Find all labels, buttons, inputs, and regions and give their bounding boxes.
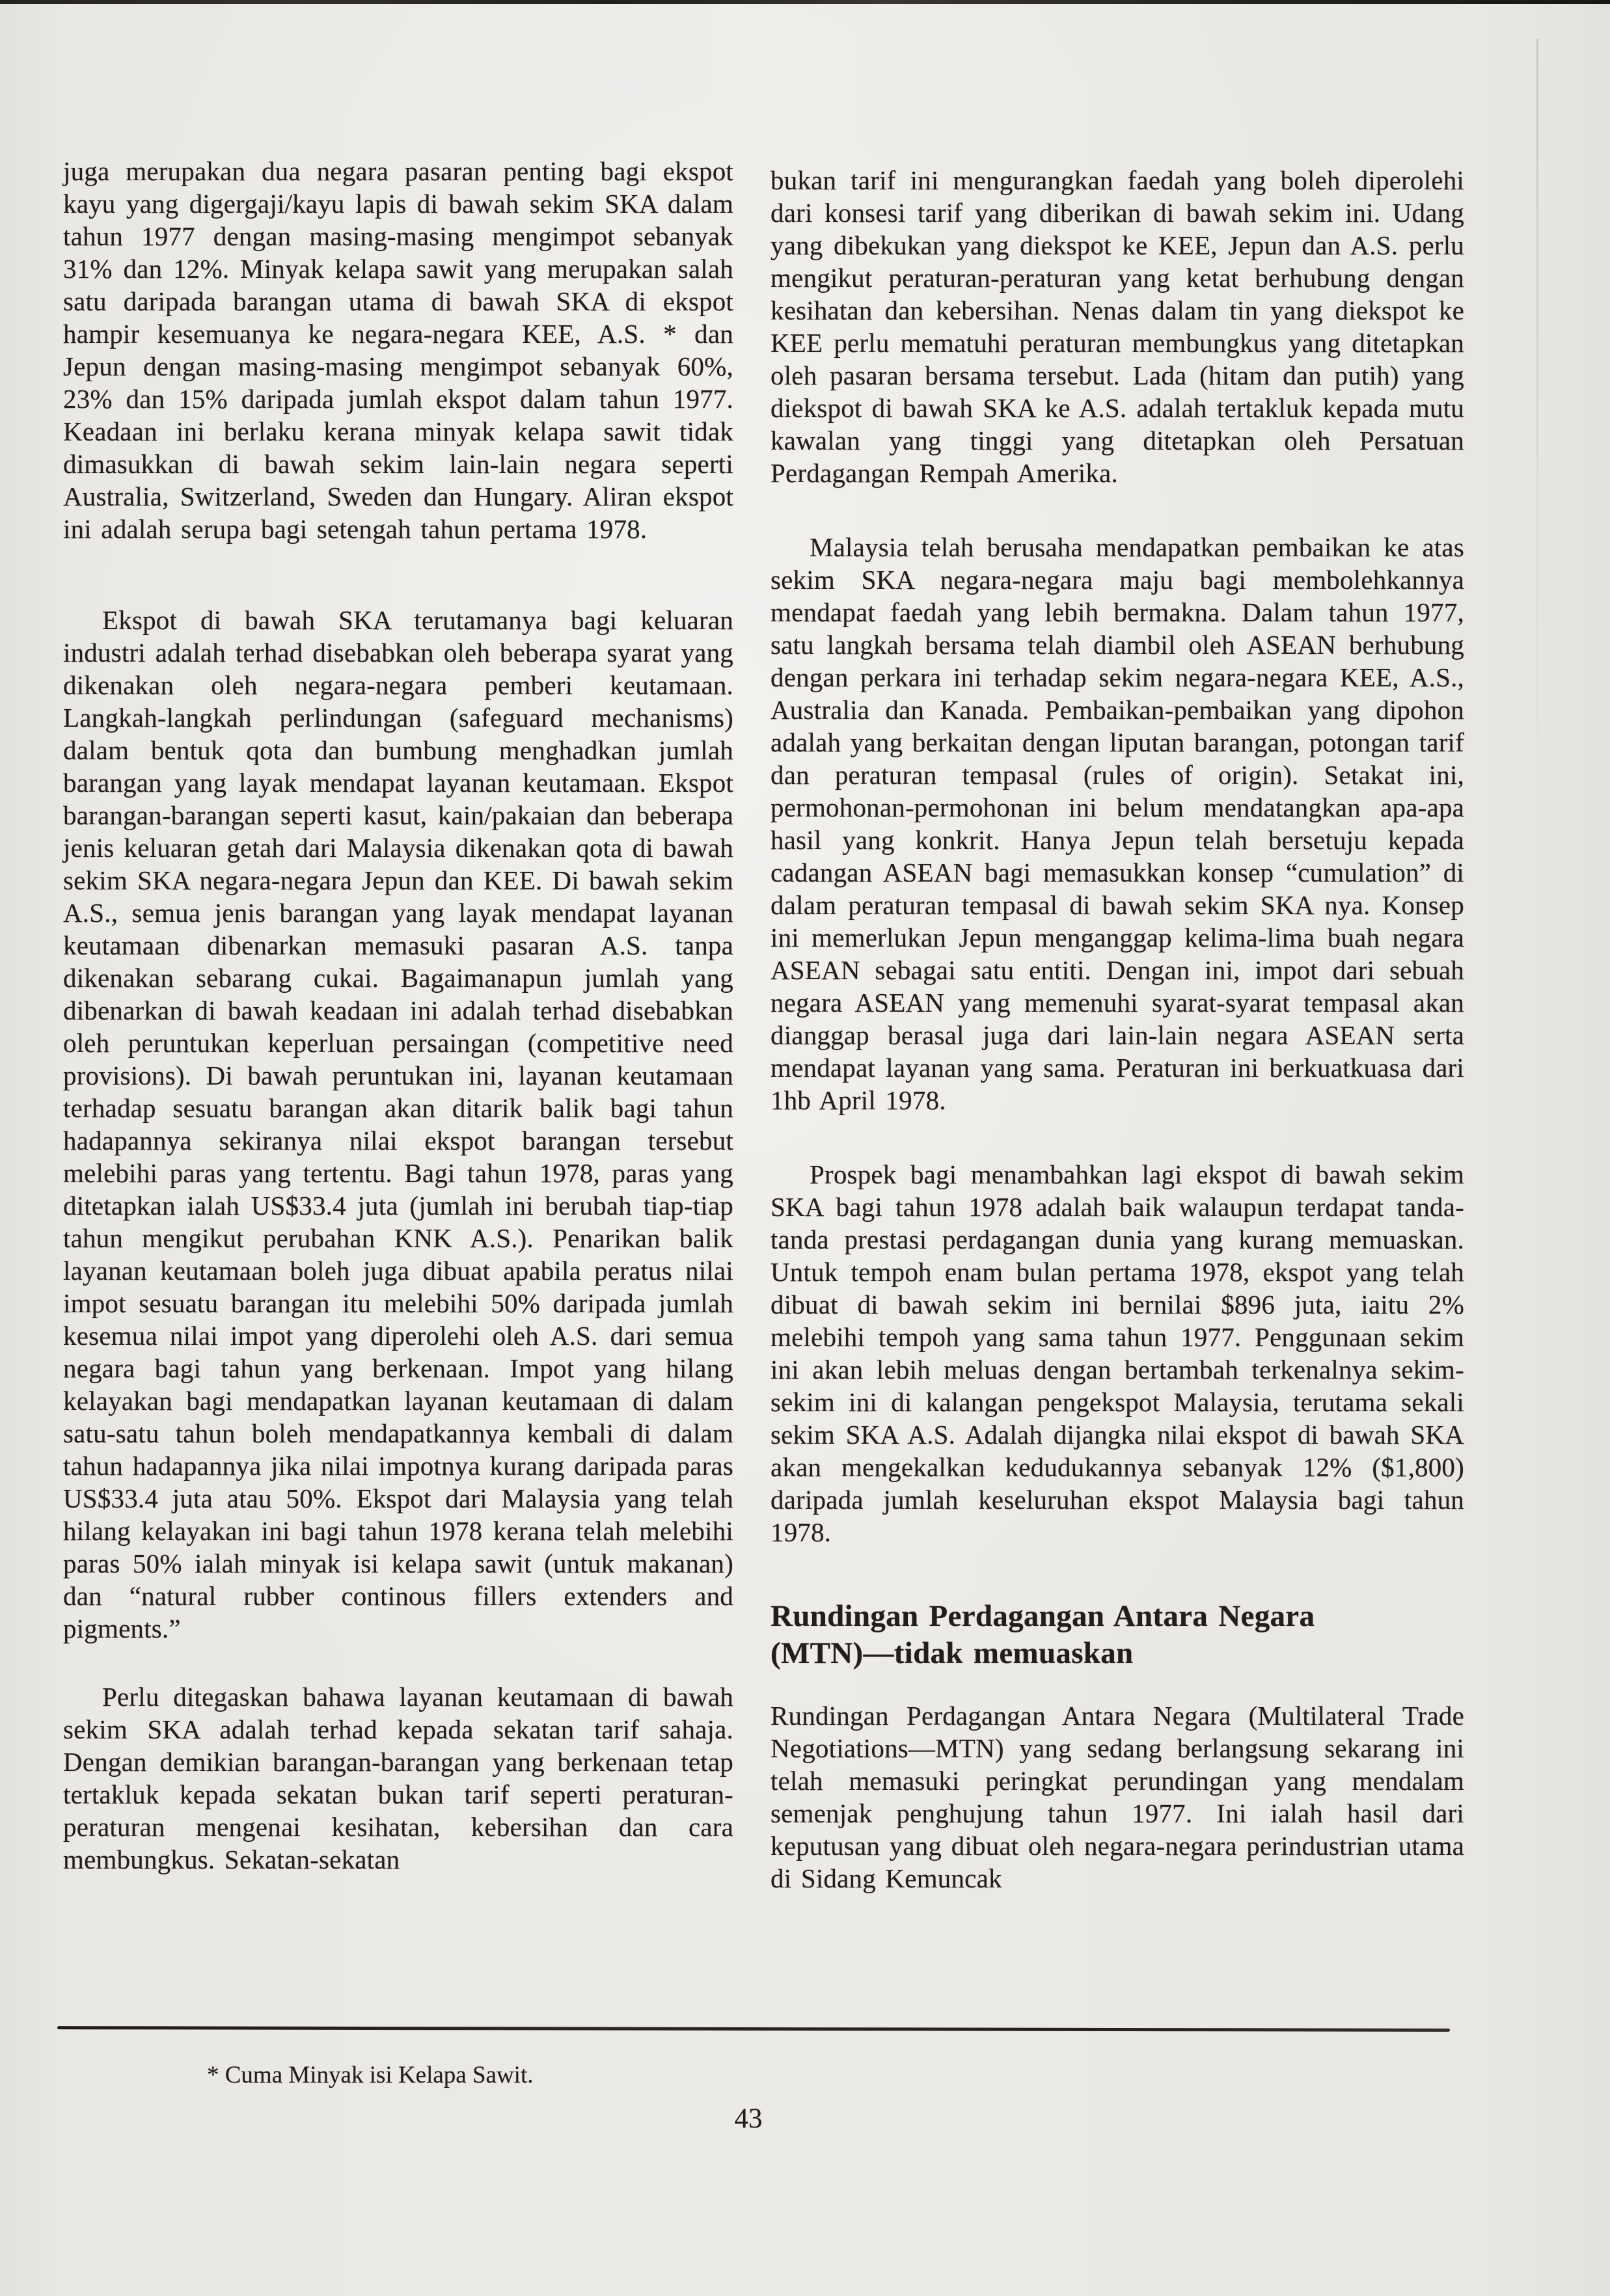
page-number: 43	[734, 2103, 763, 2134]
paragraph: juga merupakan dua negara pasaran penting bagi ekspot kayu yang digergaji/kayu lapis di bawah sekim SKA dalam tahun 1977 dengan masing-masing mengimpot sebanyak 31% dan 12%. Minyak kelapa sawit yang merupakan salah satu daripada barangan utama di bawah SKA di ekspot hampir kesemuanya ke negara-negara KEE, A.S. * dan Jepun dengan masing-masing mengimpot sebanyak 60%, 23% dan 15% daripada jumlah ekspot dalam tahun 1977. Keadaan ini berlaku kerana minyak kelapa sawit tidak dimasukkan di bawah sekim lain-lain negara seperti Australia, Switzerland, Sweden dan Hungary. Aliran ekspot ini adalah serupa bagi setengah tahun pertama 1978.	[63, 156, 733, 544]
right-column	[771, 164, 1464, 1895]
paragraph: Malaysia telah berusaha mendapatkan pembaikan ke atas sekim SKA negara-negara maju bagi membolehkannya mendapat faedah yang lebih bermakna. Dalam tahun 1977, satu langkah bersama telah diambil oleh ASEAN berhubung dengan perkara ini terhadap sekim negara-negara KEE, A.S., Australia dan Kanada. Pembaikan-pembaikan yang dipohon adalah yang berkaitan dengan liputan barangan, potongan tarif dan peraturan tempasal (rules of origin). Setakat ini, permohonan-permohonan ini belum mendatangkan apa-apa hasil yang konkrit. Hanya Jepun telah bersetuju kepada cadangan ASEAN bagi memasukkan konsep “cumulation” di dalam peraturan tempasal di bawah sekim SKA nya. Konsep ini memerlukan Jepun menganggap kelima-lima buah negara ASEAN sebagai satu entiti. Dengan ini, impot dari sebuah negara ASEAN yang memenuhi syarat-syarat tempasal akan dianggap berasal juga dari lain-lain negara ASEAN serta mendapat layanan yang sama. Peraturan ini berkuatkuasa dari 1hb April 1978.	[771, 532, 1464, 1115]
paragraph: bukan tarif ini mengurangkan faedah yang boleh diperolehi dari konsesi tarif yang diberikan di bawah sekim ini. Udang yang dibekukan yang diekspot ke KEE, Jepun dan A.S. perlu mengikut peraturan-peraturan yang ketat berhubung dengan kesihatan dan kebersihan. Nenas dalam tin yang diekspot ke KEE perlu mematuhi peraturan membungkus yang ditetapkan oleh pasaran bersama tersebut. Lada (hitam dan putih) yang diekspot di bawah SKA ke A.S. adalah tertakluk kepada mutu kawalan yang tinggi yang ditetapkan oleh Persatuan Perdagangan Rempah Amerika.	[771, 165, 1464, 488]
section-heading	[771, 1598, 1464, 1672]
footnote-rule	[57, 2026, 1450, 2032]
footnote: * Cuma Minyak isi Kelapa Sawit.	[207, 2062, 534, 2088]
scan-edge-artifact	[0, 0, 1610, 4]
section-heading-line2: (MTN)—tidak memuaskan	[771, 1636, 1134, 1670]
section-heading-line1: Rundingan Perdagangan Antara Negara	[771, 1599, 1315, 1633]
paragraph: Ekspot di bawah SKA terutamanya bagi keluaran industri adalah terhad disebabkan oleh beberapa syarat yang dikenakan oleh negara-negara pemberi keutamaan. Langkah-langkah perlindungan (safeguard mechanisms) dalam bentuk qota dan bumbung menghadkan jumlah barangan yang layak mendapat layanan keutamaan. Ekspot barangan-barangan seperti kasut, kain/pakaian dan beberapa jenis keluaran getah dari Malaysia dikenakan qota di bawah sekim SKA negara-negara Jepun dan KEE. Di bawah sekim A.S., semua jenis barangan yang layak mendapat layanan keutamaan dibenarkan memasuki pasaran A.S. tanpa dikenakan sebarang cukai. Bagaimanapun jumlah yang dibenarkan di bawah keadaan ini adalah terhad disebabkan oleh peruntukan keperluan persaingan (competitive need provisions). Di bawah peruntukan ini, layanan keutamaan terhadap sesuatu barangan akan ditarik balik bagi tahun hadapannya sekiranya nilai ekspot barangan tersebut melebihi paras yang tertentu. Bagi tahun 1978, paras yang ditetapkan ialah US$33.4 juta (jumlah ini berubah tiap-tiap tahun mengikut perubahan KNK A.S.). Penarikan balik layanan keutamaan boleh juga dibuat apabila peratus nilai impot sesuatu barangan itu melebihi 50% daripada jumlah kesemua nilai impot yang diperolehi oleh A.S. dari semua negara bagi tahun yang berkenaan. Impot yang hilang kelayakan bagi mendapatkan layanan keutamaan di dalam satu-satu tahun boleh mendapatkannya kembali di dalam tahun hadapannya jika nilai impotnya kurang daripada paras US$33.4 juta atau 50%. Ekspot dari Malaysia yang telah hilang kelayakan ini bagi tahun 1978 kerana telah melebihi paras 50% ialah minyak isi kelapa sawit (untuk makanan) dan “natural rubber continous fillers extenders and pigments.”	[63, 605, 733, 1643]
paragraph: Perlu ditegaskan bahawa layanan keutamaan di bawah sekim SKA adalah terhad kepada sekatan tarif sahaja. Dengan demikian barangan-barangan yang berkenaan tetap tertakluk kepada sekatan bukan tarif seperti peraturan-peraturan mengenai kesihatan, kebersihan dan cara membungkus. Sekatan-sekatan	[63, 1682, 733, 1874]
left-column	[63, 155, 733, 1876]
paragraph: Prospek bagi menambahkan lagi ekspot di bawah sekim SKA bagi tahun 1978 adalah baik walaupun terdapat tanda-tanda prestasi perdagangan dunia yang kurang memuaskan. Untuk tempoh enam bulan pertama 1978, ekspot yang telah dibuat di bawah sekim ini bernilai $896 juta, iaitu 2% melebihi tempoh yang sama tahun 1977. Penggunaan sekim ini akan lebih meluas dengan bertambah terkenalnya sekim-sekim ini di kalangan pengekspot Malaysia, terutama sekali sekim SKA A.S. Adalah dijangka nilai ekspot di bawah SKA akan mengekalkan kedudukannya sebanyak 12% ($1,800) daripada jumlah keseluruhan ekspot Malaysia bagi tahun 1978.	[771, 1159, 1464, 1547]
scan-crease-artifact	[1536, 39, 1538, 820]
paragraph: Rundingan Perdagangan Antara Negara (Multilateral Trade Negotiations—MTN) yang sedang berlangsung sekarang ini telah memasuki peringkat perundingan yang mendalam semenjak penghujung tahun 1977. Ini ialah hasil dari keputusan yang dibuat oleh negara-negara perindustrian utama di Sidang Kemuncak	[771, 1701, 1464, 1893]
